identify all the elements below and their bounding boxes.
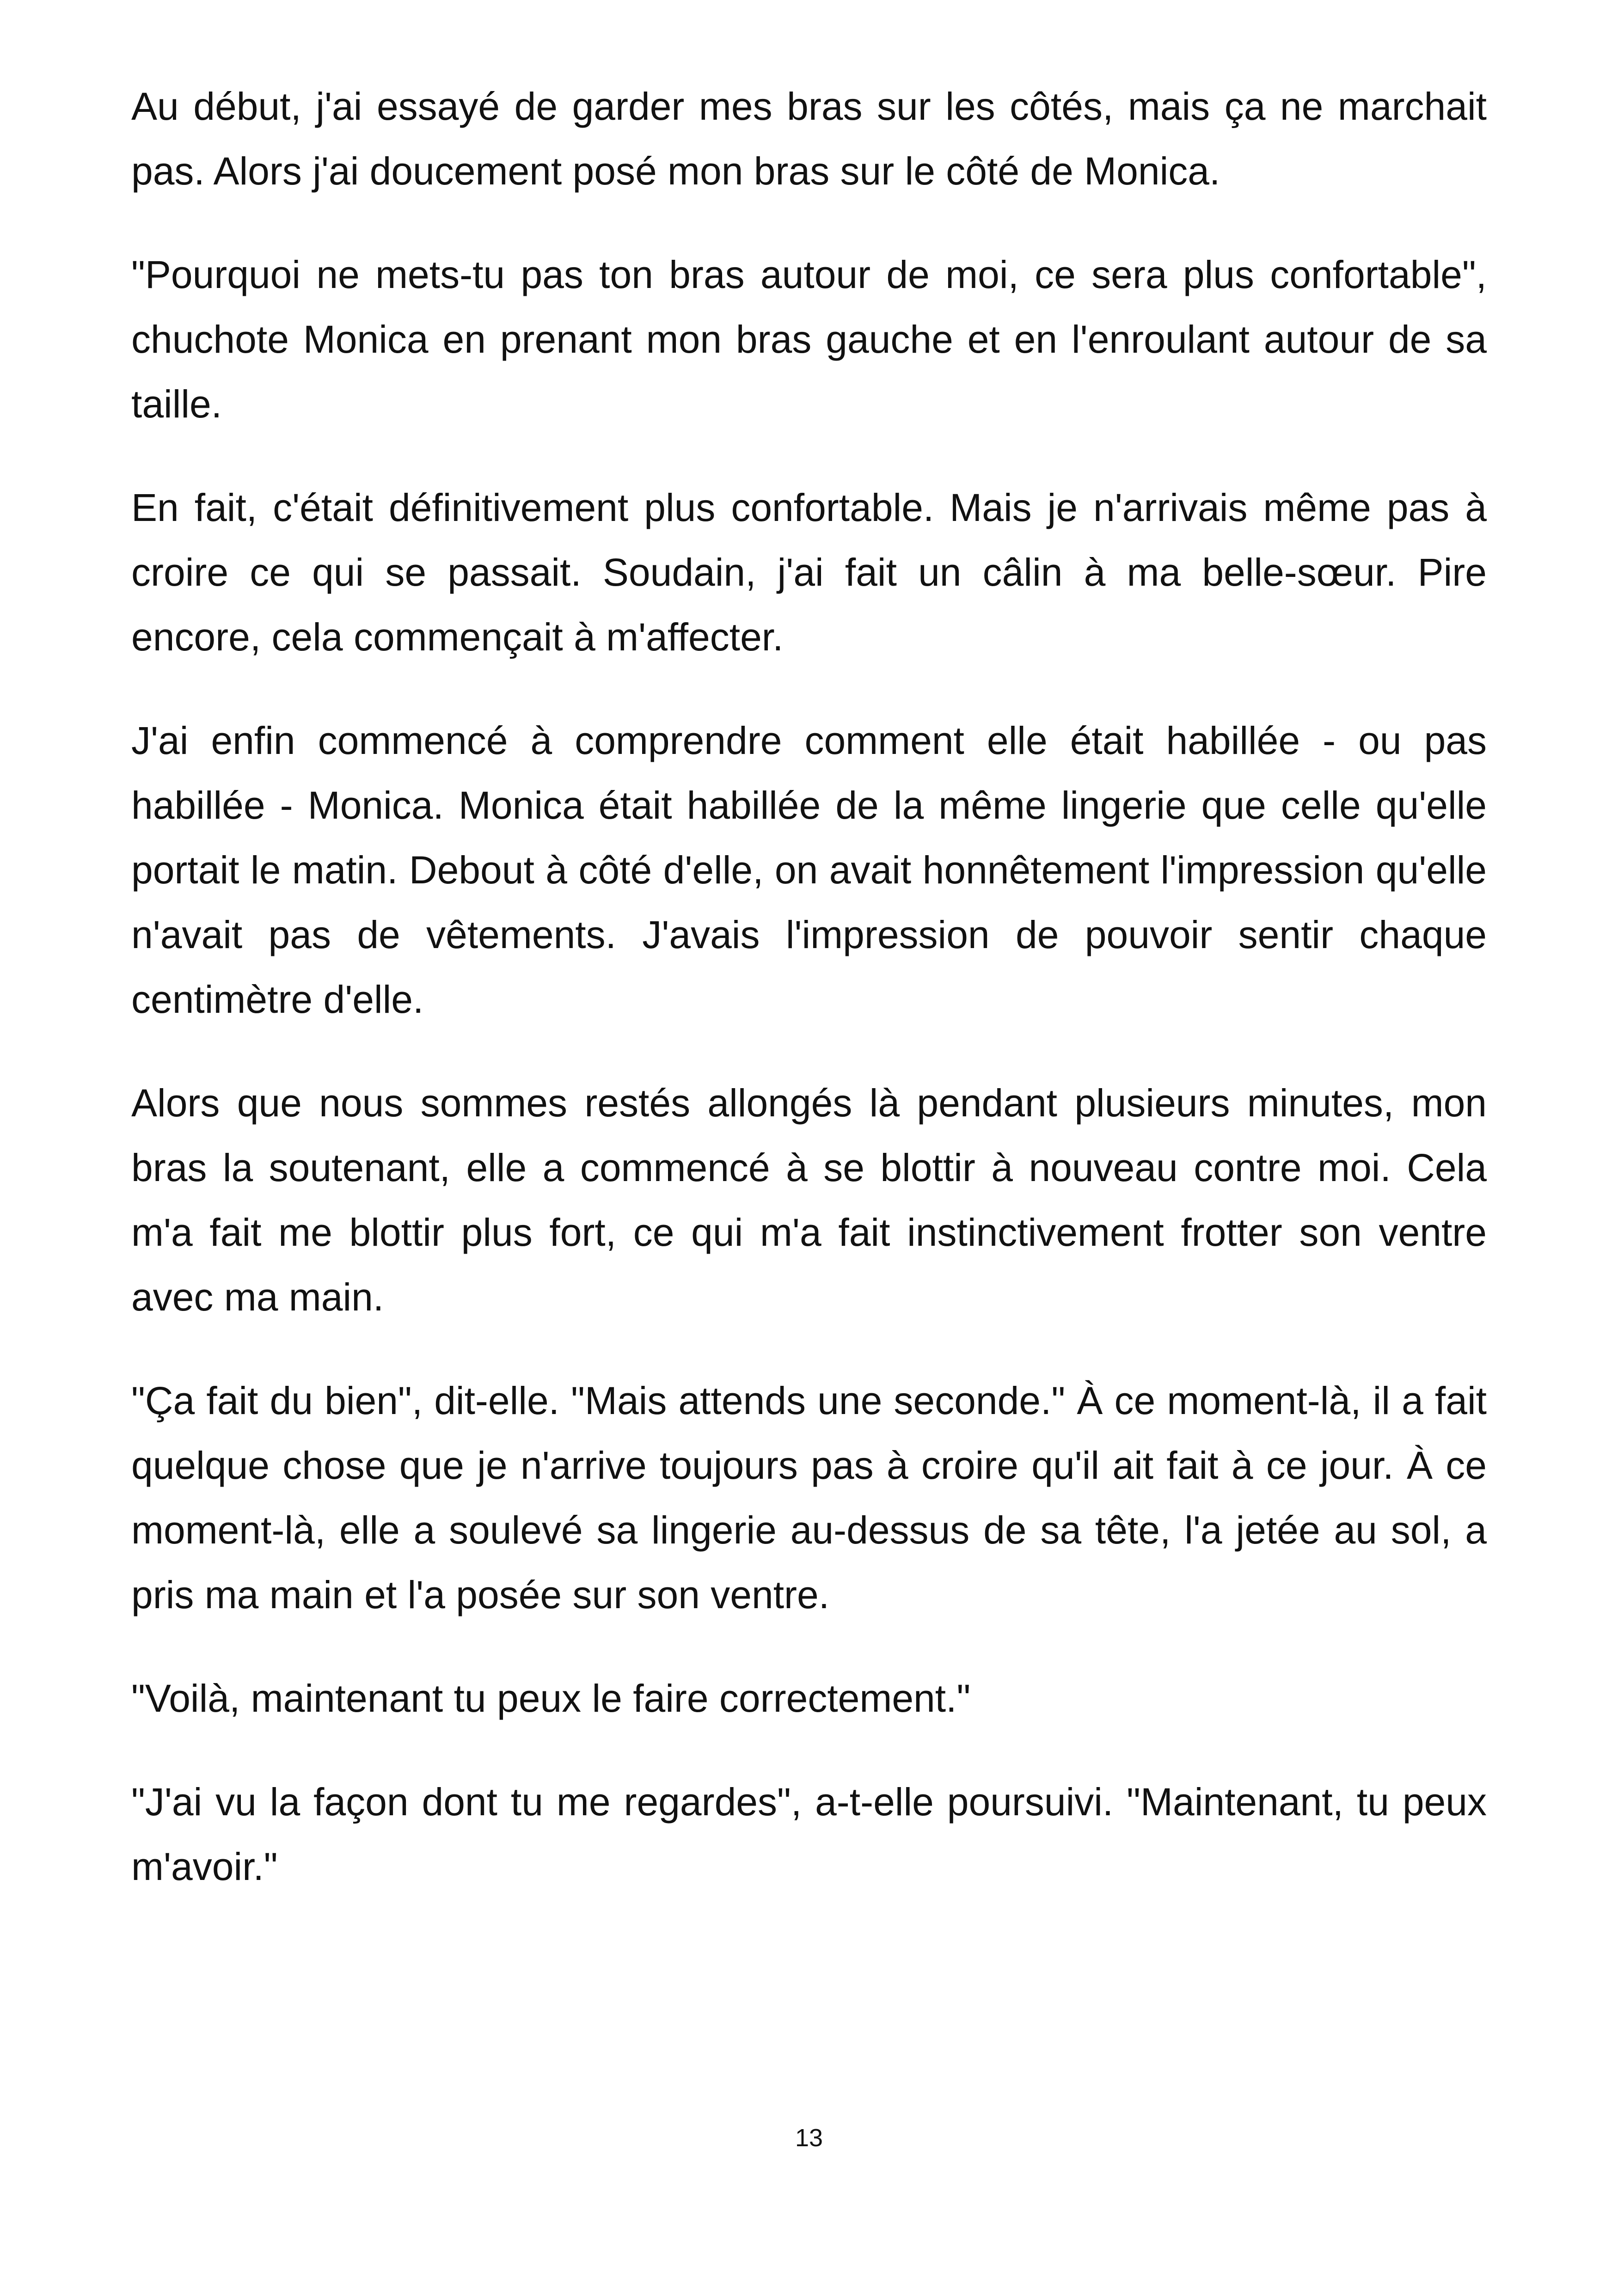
paragraph-8: "J'ai vu la façon dont tu me regardes", a-t-elle poursuivi. "Maintenant, tu peux m'avoir." (131, 1780, 1487, 1888)
body-text (131, 74, 1487, 1938)
page-number: 13 (795, 2124, 823, 2152)
paragraph-2: "Pourquoi ne mets-tu pas ton bras autour de moi, ce sera plus confortable", chuchote Monica en prenant mon bras gauche et en l'enroulant autour de sa taille. (131, 253, 1487, 426)
paragraph-5: Alors que nous sommes restés allongés là pendant plusieurs minutes, mon bras la soutenant, elle a commencé à se blottir à nouveau contre moi. Cela m'a fait me blottir plus fort, ce qui m'a fait instinctivement frotter son ventre avec ma main. (131, 1081, 1487, 1319)
paragraph-6: "Ça fait du bien", dit-elle. "Mais attends une seconde." À ce moment-là, il a fait quelque chose que je n'arrive toujours pas à croire qu'il ait fait à ce jour. À ce moment-là, elle a soulevé sa lingerie au-dessus de sa tête, l'a jetée au sol, a pris ma main et l'a posée sur son ventre. (131, 1379, 1487, 1616)
paragraph-1: Au début, j'ai essayé de garder mes bras sur les côtés, mais ça ne marchait pas. Alors j'ai doucement posé mon bras sur le côté de Monica. (131, 85, 1487, 193)
paragraph-3: En fait, c'était définitivement plus confortable. Mais je n'arrivais même pas à croire ce qui se passait. Soudain, j'ai fait un câlin à ma belle-sœur. Pire encore, cela commençait à m'affecter. (131, 486, 1487, 659)
paragraph-7: "Voilà, maintenant tu peux le faire correctement." (131, 1677, 971, 1720)
paragraph-4: J'ai enfin commencé à comprendre comment elle était habillée - ou pas habillée - Monica. Monica était habillée de la même lingerie que celle qu'elle portait le matin. Debout à côté d'elle, on avait honnêtement l'impression qu'elle n'avait pas de vêtements. J'avais l'impression de pouvoir sentir chaque centimètre d'elle. (131, 719, 1487, 1021)
